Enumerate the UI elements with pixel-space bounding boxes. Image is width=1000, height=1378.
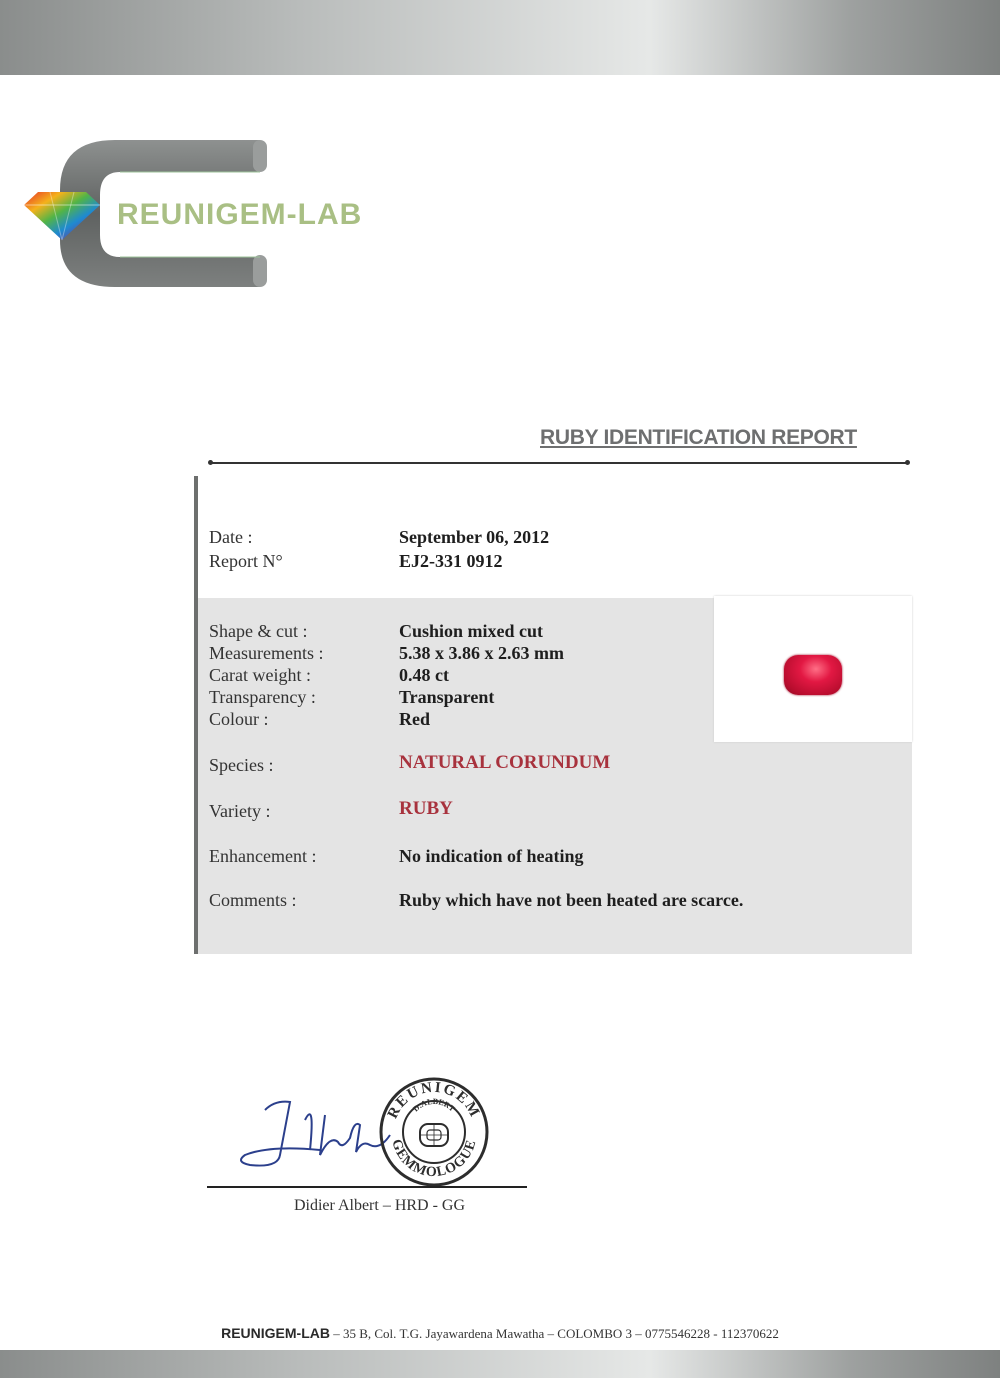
svg-text:D.ALBERT: D.ALBERT: [411, 1096, 457, 1114]
carat-weight-value: 0.48 ct: [399, 665, 449, 685]
footer-address-text: – 35 B, Col. T.G. Jayawardena Mawatha – COLOMBO 3 – 0775546228 - 112370622: [329, 1326, 779, 1341]
measurements-label: Measurements :: [209, 643, 324, 663]
title-divider: [210, 462, 908, 464]
enhancement-label: Enhancement :: [209, 846, 317, 866]
shape-cut-label: Shape & cut :: [209, 621, 308, 641]
svg-text:GEMMOLOGUE: GEMMOLOGUE: [388, 1137, 480, 1181]
date-label: Date :: [209, 527, 253, 547]
species-label: Species :: [209, 755, 274, 775]
report-title: RUBY IDENTIFICATION REPORT: [540, 426, 857, 449]
shape-cut-value: Cushion mixed cut: [399, 621, 544, 641]
logo-wordmark: REUNIGEM-LAB: [117, 198, 363, 231]
ruby-gem-photo: [784, 655, 842, 695]
signature-line: [207, 1186, 527, 1188]
footer-address: [0, 1325, 1000, 1342]
colour-value: Red: [399, 709, 430, 729]
colour-label: Colour :: [209, 709, 269, 729]
comments-value: Ruby which have not been heated are scarce.: [399, 890, 744, 910]
report-number-value: EJ2-331 0912: [399, 551, 503, 571]
gemmologue-seal-stamp: [378, 1076, 490, 1188]
transparency-label: Transparency :: [209, 687, 316, 707]
report-number-label: Report N°: [209, 551, 283, 571]
carat-weight-label: Carat weight :: [209, 665, 311, 685]
variety-label: Variety :: [209, 801, 271, 821]
transparency-value: Transparent: [399, 687, 495, 707]
comments-label: Comments :: [209, 890, 297, 910]
measurements-value: 5.38 x 3.86 x 2.63 mm: [399, 643, 564, 663]
date-value: September 06, 2012: [399, 527, 550, 547]
svg-text:REUNIGEM: REUNIGEM: [384, 1079, 484, 1122]
top-scanner-band: [0, 0, 1000, 75]
signer-name: Didier Albert – HRD - GG: [293, 1197, 466, 1214]
footer-brand: REUNIGEM-LAB: [221, 1325, 330, 1341]
bottom-scanner-band: [0, 1350, 1000, 1378]
variety-value: RUBY: [399, 798, 453, 819]
enhancement-value: No indication of heating: [399, 846, 584, 866]
species-value: NATURAL CORUNDUM: [399, 752, 611, 773]
